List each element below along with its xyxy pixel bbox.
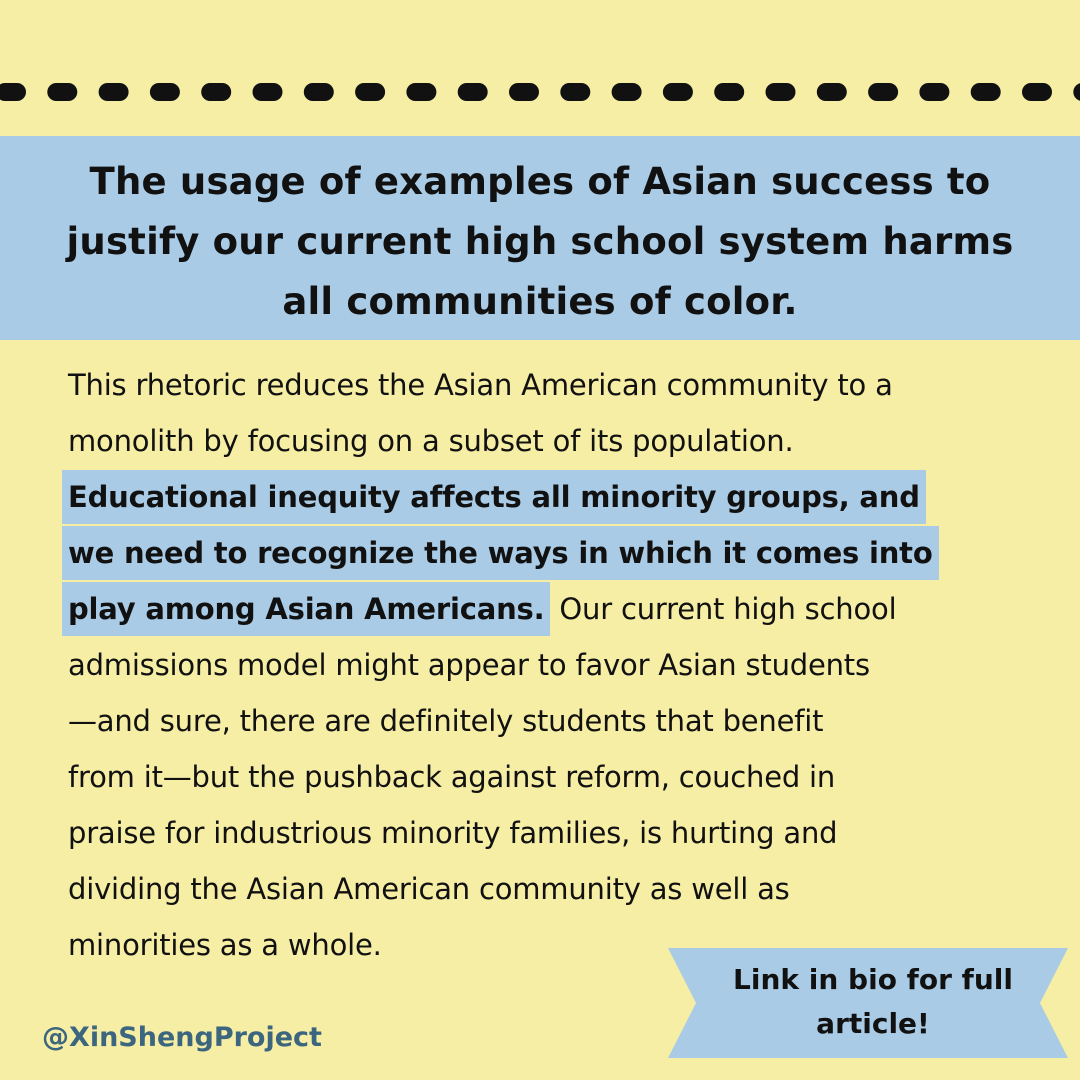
dash-segment — [919, 83, 949, 101]
dash-segment — [406, 83, 436, 101]
headline-banner — [0, 136, 1080, 340]
dash-segment — [99, 83, 129, 101]
dash-segment — [150, 83, 180, 101]
dashed-divider — [0, 82, 1080, 102]
body-line: monolith by focusing on a subset of its population. — [68, 424, 794, 458]
dash-segment — [458, 83, 488, 101]
highlighted-text: we need to recognize the ways in which it comes into — [62, 526, 939, 580]
body-line-highlighted — [68, 469, 1018, 525]
highlighted-text: play among Asian Americans. — [62, 582, 550, 636]
dash-segment — [817, 83, 847, 101]
body-line-mixed — [68, 581, 1018, 637]
dash-segment — [304, 83, 334, 101]
dash-segment — [253, 83, 283, 101]
body-line: from it—but the pushback against reform, couched in — [68, 760, 836, 794]
dash-segment — [766, 83, 796, 101]
article-body — [68, 357, 1018, 973]
body-text-segment: Our current high school — [550, 592, 897, 626]
headline — [0, 152, 1080, 332]
dash-segment — [560, 83, 590, 101]
dash-segment — [47, 83, 77, 101]
body-line-highlighted — [68, 525, 1018, 581]
dash-segment — [355, 83, 385, 101]
body-line: This rhetoric reduces the Asian American community to a — [68, 368, 893, 402]
dash-segment — [0, 83, 26, 101]
body-line: minorities as a whole. — [68, 928, 382, 962]
highlighted-text: Educational inequity affects all minority groups, and — [62, 470, 926, 524]
dash-segment — [663, 83, 693, 101]
headline-line: The usage of examples of Asian success to — [89, 160, 991, 203]
cta-text — [708, 958, 1038, 1046]
cta-line: Link in bio for full — [733, 963, 1013, 996]
dash-segment — [714, 83, 744, 101]
cta-ribbon — [668, 948, 1068, 1058]
dash-segment — [612, 83, 642, 101]
social-handle: @XinShengProject — [42, 1022, 322, 1053]
body-line: admissions model might appear to favor Asian students — [68, 648, 870, 682]
dash-segment — [1022, 83, 1052, 101]
dash-segment — [1073, 83, 1080, 101]
body-line: dividing the Asian American community as well as — [68, 872, 790, 906]
dash-segment — [509, 83, 539, 101]
headline-line: justify our current high school system harms — [66, 220, 1014, 263]
dash-segment — [868, 83, 898, 101]
dash-segment — [201, 83, 231, 101]
headline-line: all communities of color. — [282, 280, 798, 323]
body-line: —and sure, there are definitely students that benefit — [68, 704, 824, 738]
body-line: praise for industrious minority families, is hurting and — [68, 816, 838, 850]
cta-line: article! — [816, 1007, 930, 1040]
dash-segment — [971, 83, 1001, 101]
